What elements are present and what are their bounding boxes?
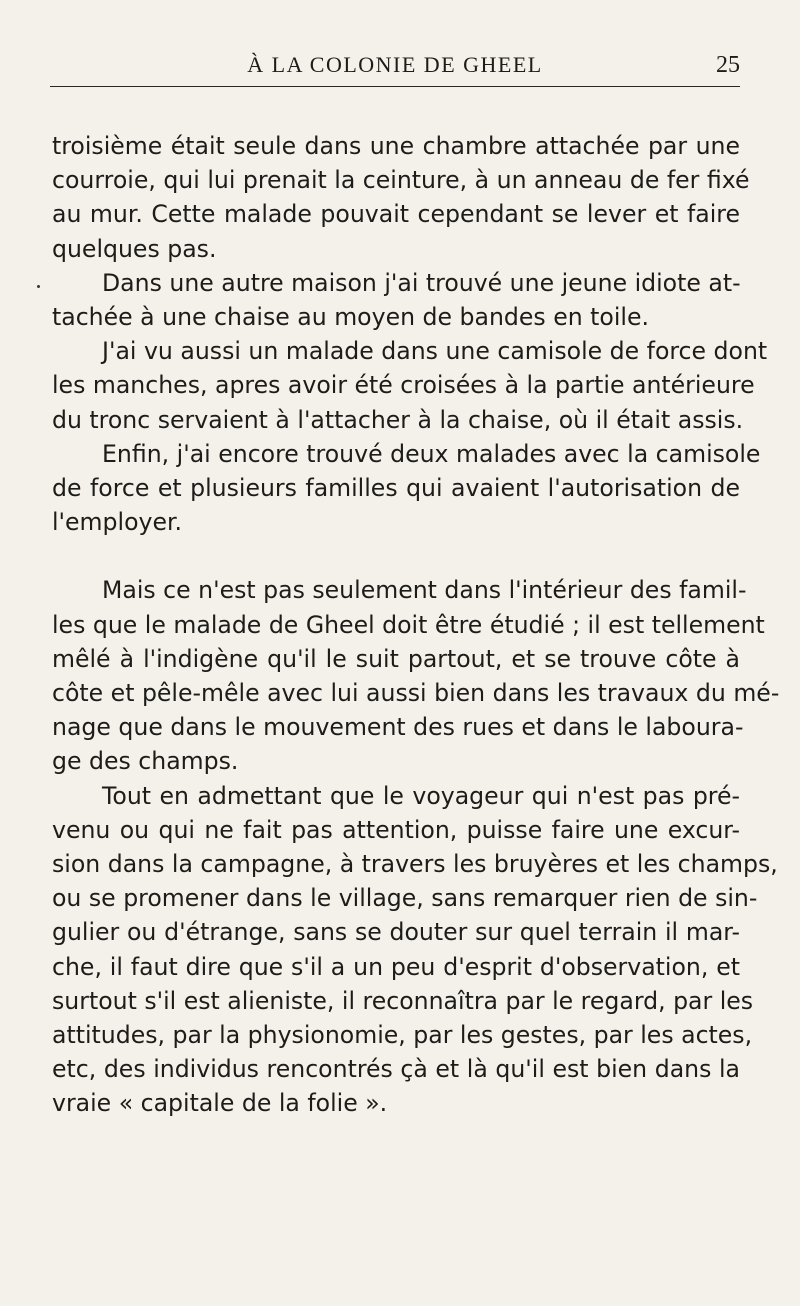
text-line: de force et plusieurs familles qui avaient l'autorisation de [52, 474, 740, 503]
text-line: nage que dans le mouvement des rues et dans le laboura- [52, 713, 744, 742]
text-line: Dans une autre maison j'ai trouvé une jeune idiote at- [102, 268, 741, 297]
text-line: attitudes, par la physionomie, par les gestes, par les actes, [52, 1021, 753, 1050]
text-line: tachée à une chaise au moyen de bandes en toile. [52, 303, 649, 332]
text-line: du tronc servaient à l'attacher à la chaise, où il était assis. [52, 405, 744, 434]
text-line: vraie « capitale de la folie ». [52, 1089, 388, 1118]
text-line: surtout s'il est alieniste, il reconnaîtra par le regard, par les [52, 986, 754, 1015]
header-rule [50, 86, 740, 87]
body-text [52, 129, 780, 1121]
text-line: mêlé à l'indigène qu'il le suit partout, et se trouve côte à [52, 644, 740, 673]
text-line: courroie, qui lui prenait la ceinture, à un anneau de fer fixé [52, 166, 750, 195]
text-line: ou se promener dans le village, sans remarquer rien de sin- [52, 884, 758, 913]
paragraph-3 [52, 334, 768, 437]
paragraph-6 [52, 779, 778, 1121]
paragraph-5 [52, 573, 780, 778]
text-line: au mur. Cette malade pouvait cependant se lever et faire [52, 200, 740, 229]
text-line: che, il faut dire que s'il a un peu d'esprit d'observation, et [52, 952, 740, 981]
paragraph-2 [52, 266, 740, 334]
text-line: J'ai vu aussi un malade dans une camisole de force dont [102, 337, 768, 366]
page-number: 25 [716, 52, 740, 78]
text-line: les manches, apres avoir été croisées à la partie antérieure [52, 371, 755, 400]
margin-speck [37, 285, 40, 288]
text-line: etc, des individus rencontrés çà et là qu'il est bien dans la [52, 1055, 740, 1084]
paragraph-1 [52, 129, 750, 266]
text-line: côte et pêle-mêle avec lui aussi bien dans les travaux du mé- [52, 679, 780, 708]
text-line: Tout en admettant que le voyageur qui n'est pas pré- [102, 781, 740, 810]
text-line: gulier ou d'étrange, sans se douter sur quel terrain il mar- [52, 918, 740, 947]
text-line: quelques pas. [52, 234, 217, 263]
running-head [50, 48, 740, 86]
text-line: l'employer. [52, 508, 183, 537]
text-line: Mais ce n'est pas seulement dans l'intérieur des famil- [102, 576, 747, 605]
text-line: venu ou qui ne fait pas attention, puisse faire une excur- [52, 815, 740, 844]
running-title: À LA COLONIE DE GHEEL [247, 52, 543, 77]
text-line: ge des champs. [52, 747, 239, 776]
text-line: les que le malade de Gheel doit être étudié ; il est tellement [52, 610, 765, 639]
paragraph-4 [52, 437, 761, 540]
text-line: Enfin, j'ai encore trouvé deux malades avec la camisole [102, 439, 761, 468]
text-line: troisième était seule dans une chambre attachée par une [52, 132, 740, 160]
text-line: sion dans la campagne, à travers les bruyères et les champs, [52, 850, 778, 879]
